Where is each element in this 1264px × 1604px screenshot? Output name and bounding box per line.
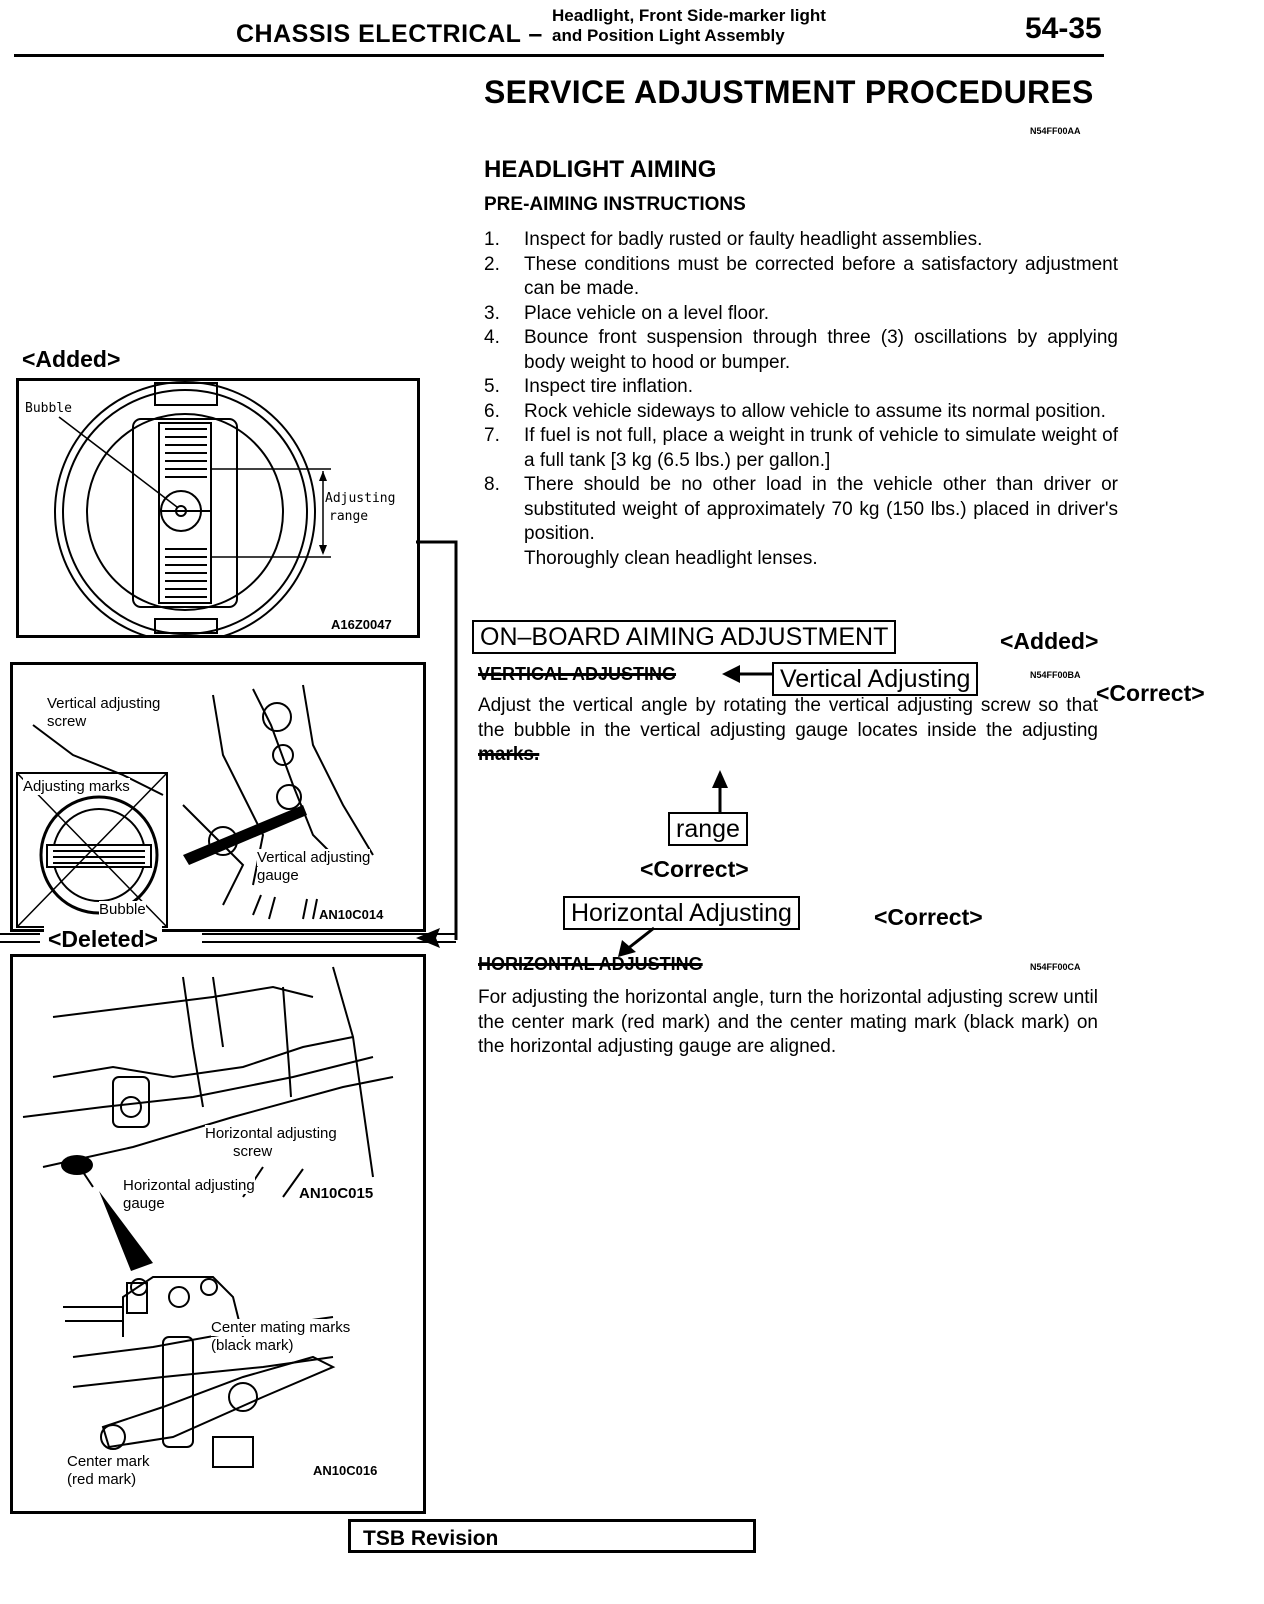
title-code: N54FF00AA — [1030, 126, 1081, 136]
added-note-onboard: <Added> — [1000, 628, 1099, 654]
horizontal-heading-struck: HORIZONTAL ADJUSTING — [478, 954, 703, 974]
tsb-revision-box: TSB Revision — [348, 1519, 756, 1553]
fig1-range-label: range — [329, 509, 369, 524]
section-subtitle — [552, 6, 826, 46]
vertical-code: N54FF00BA — [1030, 670, 1081, 680]
deleted-note: <Deleted> — [44, 926, 162, 953]
horizontal-paragraph: For adjusting the horizontal angle, turn the horizontal adjusting screw until the center mark (red mark) and the center mating mark (black mark) on the horizontal adjusting gauge are aligned. — [478, 987, 1098, 1057]
vertical-paragraph: Adjust the vertical angle by rotating the vertical adjusting screw so that the bubble in the vertical adjusting gauge locates inside the adjusting marks. — [478, 695, 1098, 765]
step-item: 8. There should be no other load in the vehicle other than driver or substituted weight of approximately 70 kg (150 lbs.) placed in driver's position. — [484, 474, 1118, 544]
arrow-left-icon — [720, 662, 776, 686]
fig3-h-screw-label-2: screw — [233, 1143, 273, 1160]
fig2-gauge-label-1: Vertical adjusting — [257, 849, 371, 866]
fig3-h-screw-label-1: Horizontal adjusting — [205, 1125, 337, 1142]
fig3-code-b: AN10C016 — [313, 1463, 378, 1478]
fig3-h-gauge-label-2: gauge — [123, 1195, 165, 1212]
page-title: SERVICE ADJUSTMENT PROCEDURES — [484, 74, 1094, 110]
section-title: CHASSIS ELECTRICAL – — [236, 20, 543, 48]
fig2-adjusting-marks-label: Adjusting marks — [23, 778, 130, 795]
fig2-vertical-screw-label-2: screw — [47, 713, 87, 730]
range-box: range — [668, 812, 748, 846]
step-item: 1. Inspect for badly rusted or faulty headlight assemblies. — [484, 229, 983, 250]
vertical-heading-struck: VERTICAL ADJUSTING — [478, 664, 677, 684]
arrow-up-icon — [708, 768, 732, 812]
fig2-gauge-label-2: gauge — [257, 867, 299, 884]
pre-aiming-steps — [484, 228, 1118, 571]
figure-horizontal-adjusting — [10, 954, 426, 1514]
correct-note-3: <Correct> — [874, 904, 983, 930]
horizontal-adjusting-box: Horizontal Adjusting — [563, 896, 800, 930]
fig2-code: AN10C014 — [319, 907, 384, 922]
correct-note-2: <Correct> — [640, 856, 749, 882]
subtitle-line-2: and Position Light Assembly — [552, 26, 785, 45]
fig1-bubble-label: Bubble — [25, 401, 72, 416]
step-item: 6. Rock vehicle sideways to allow vehicle to assume its normal position. — [484, 400, 1106, 422]
fig3-mating-label-1: Center mating marks — [211, 1319, 351, 1336]
correct-note-1: <Correct> — [1096, 680, 1205, 706]
fig2-bubble-label: Bubble — [99, 901, 146, 918]
horizontal-adjusting-drawing — [13, 957, 423, 1511]
vertical-adjusting-box: Vertical Adjusting — [772, 662, 978, 696]
step-item: 2. These conditions must be corrected before a satisfactory adjustment can be made. — [484, 253, 1118, 299]
step-item: 5. Inspect tire inflation. — [484, 376, 693, 397]
pre-aiming-heading: PRE-AIMING INSTRUCTIONS — [484, 194, 746, 215]
step-item: 4. Bounce front suspension through three (3) oscillations by applying body weight to hood or bumper. — [484, 327, 1118, 373]
fig3-center-label-1: Center mark — [67, 1453, 150, 1470]
step-item: 7. If fuel is not full, place a weight in trunk of vehicle to simulate weight of a full tank [3 kg (6.5 lbs.) per gallon.] — [484, 425, 1118, 471]
fig3-h-gauge-label-1: Horizontal adjusting — [123, 1177, 255, 1194]
header-rule — [14, 54, 1104, 57]
page-number: 54-35 — [1025, 12, 1102, 45]
headlight-aiming-heading: HEADLIGHT AIMING — [484, 156, 717, 183]
fig1-code: A16Z0047 — [331, 617, 392, 632]
figure-vertical-screw — [10, 662, 426, 932]
added-note-figure: <Added> — [22, 346, 121, 372]
step-item: 3. Place vehicle on a level floor. — [484, 302, 770, 324]
onboard-heading-box: ON–BOARD AIMING ADJUSTMENT — [472, 620, 896, 654]
subtitle-line-1: Headlight, Front Side-marker light — [552, 6, 826, 25]
horizontal-code: N54FF00CA — [1030, 962, 1081, 972]
fig2-vertical-screw-label-1: Vertical adjusting — [47, 695, 161, 712]
fig3-code-a: AN10C015 — [299, 1185, 374, 1202]
fig1-adjusting-label: Adjusting — [325, 491, 396, 506]
step-extra-line: Thoroughly clean headlight lenses. — [524, 547, 818, 569]
fig3-mating-label-2: (black mark) — [211, 1337, 294, 1354]
fig3-center-label-2: (red mark) — [67, 1471, 137, 1488]
